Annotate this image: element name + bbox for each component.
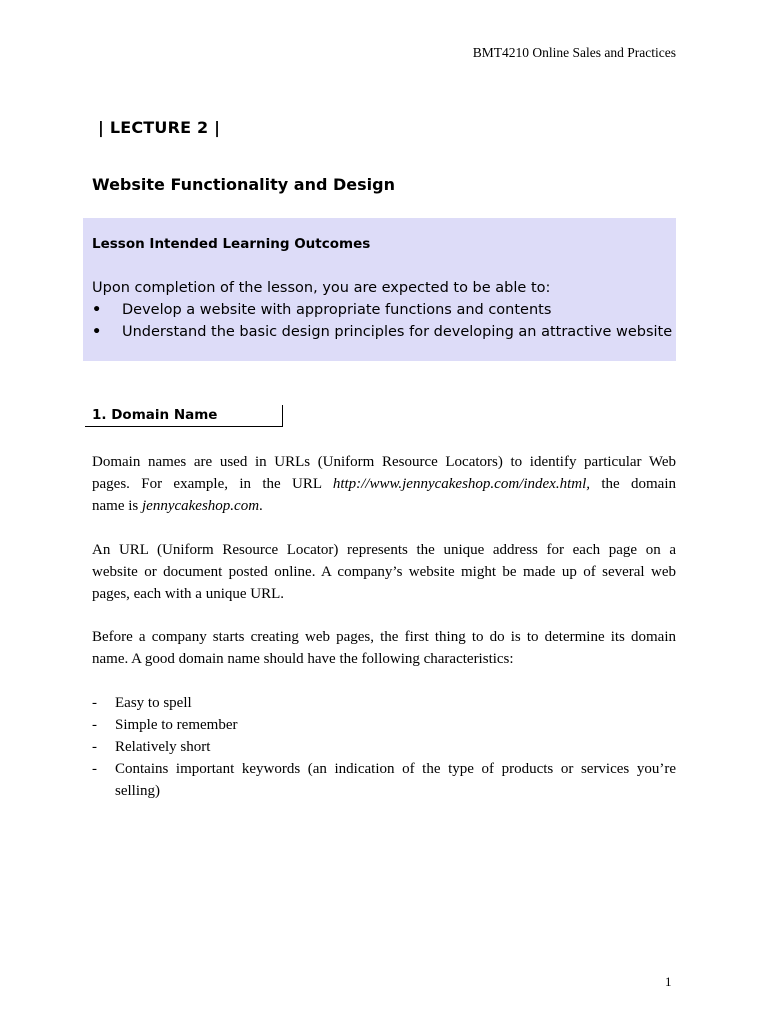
section-heading-domain-name: [85, 405, 283, 427]
section-heading-text: 1. Domain Name: [92, 407, 218, 423]
characteristic-text: Relatively short: [115, 739, 211, 755]
characteristic-item: [92, 714, 676, 736]
paragraph-text: the domain: [589, 476, 676, 492]
paragraph-text: name is: [92, 498, 142, 514]
paragraph-line: Domain names are used in URLs (Uniform Resource Locators) to identify particular Web: [92, 454, 676, 470]
paragraph-line: Before a company starts creating web pages, the first thing to do is to determine its domain: [92, 629, 676, 645]
running-header: BMT4210 Online Sales and Practices: [472, 45, 676, 60]
learning-outcomes-intro: Upon completion of the lesson, you are expected to be able to:: [92, 280, 551, 296]
paragraph-line: An URL (Uniform Resource Locator) represents the unique address for each page on a: [92, 542, 676, 558]
paragraph-text: pages. For example, in the URL: [92, 476, 333, 492]
paragraph-line: [92, 495, 676, 517]
paragraph-line: website or document posted online. A company’s website might be made up of several web: [92, 564, 676, 580]
characteristic-text: Simple to remember: [115, 717, 238, 733]
paragraph-line: [92, 473, 676, 495]
dash-marker: -: [92, 761, 97, 777]
paragraph-line: pages, each with a unique URL.: [92, 586, 285, 602]
characteristic-item: [92, 692, 676, 714]
bullet-icon: •: [92, 302, 102, 318]
page-title: Website Functionality and Design: [92, 175, 395, 194]
learning-outcome-item: [92, 324, 672, 340]
example-url: http://www.jennycakeshop.com/index.html,: [332, 476, 590, 492]
lecture-label: | LECTURE 2 |: [98, 118, 221, 137]
paragraph-domain-names: [92, 451, 676, 517]
example-domain: jennycakeshop.com: [142, 498, 260, 514]
learning-outcome-item: [92, 302, 551, 318]
learning-outcome-text: Develop a website with appropriate functions and contents: [122, 302, 552, 318]
characteristic-text: Contains important keywords (an indication of the type of products or services you’re selling): [115, 761, 676, 799]
paragraph-good-domain: [92, 626, 676, 670]
paragraph-line: name. A good domain name should have the following characteristics:: [92, 651, 514, 667]
dash-marker: -: [92, 717, 97, 733]
bullet-icon: •: [92, 324, 102, 340]
dash-marker: -: [92, 739, 97, 755]
page-number: 1: [665, 974, 672, 989]
dash-marker: -: [92, 695, 97, 711]
learning-outcomes-heading: Lesson Intended Learning Outcomes: [92, 236, 371, 252]
paragraph-text: .: [259, 498, 263, 514]
characteristic-text: Easy to spell: [115, 695, 192, 711]
paragraph-url-definition: [92, 539, 676, 605]
characteristic-item: [92, 736, 676, 758]
learning-outcome-text: Understand the basic design principles for developing an attractive website: [122, 324, 673, 340]
characteristic-item: [92, 758, 676, 802]
